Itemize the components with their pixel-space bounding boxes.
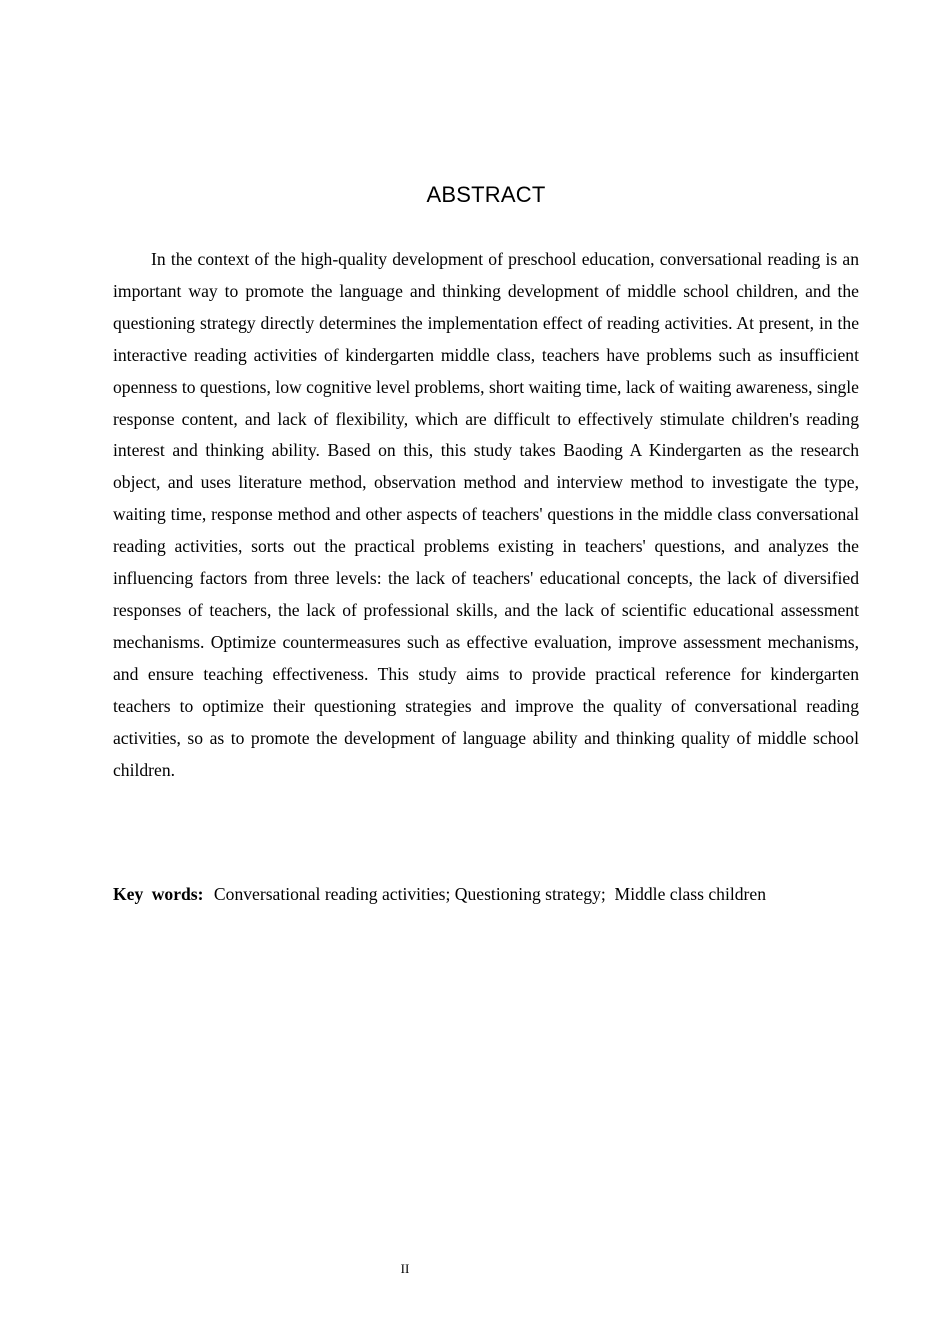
page-title: ABSTRACT (426, 182, 546, 207)
keywords-text: Conversational reading activities; Questioning strategy; Middle class children (213, 884, 767, 904)
page-number: II (400, 1261, 410, 1276)
keywords-line (113, 879, 873, 911)
abstract-paragraph: In the context of the high-quality development of preschool education, conversational reading is an important way to promote the language and thinking development of middle school children, and the questioning strategy directly determines the implementation effect of reading activities. At present, in the interactive reading activities of kindergarten middle class, teachers have problems such as insufficient openness to questions, low cognitive level problems, short waiting time, lack of waiting awareness, single response content, and lack of flexibility, which are difficult to effectively stimulate children's reading interest and thinking ability. Based on this, this study takes Baoding A Kindergarten as the research object, and uses literature method, observation method and interview method to investigate the type, waiting time, response method and other aspects of teachers' questions in the middle class conversational reading activities, sorts out the practical problems existing in teachers' questions, and analyzes the influencing factors from three levels: the lack of teachers' educational concepts, the lack of diversified responses of teachers, the lack of professional skills, and the lack of scientific educational assessment mechanisms. Optimize countermeasures such as effective evaluation, improve assessment mechanisms, and ensure teaching effectiveness. This study aims to provide practical reference for kindergarten teachers to optimize their questioning strategies and improve the quality of conversational reading activities, so as to promote the development of language ability and thinking quality of middle school children. (113, 249, 859, 780)
keywords-label: Key words: (113, 884, 204, 904)
